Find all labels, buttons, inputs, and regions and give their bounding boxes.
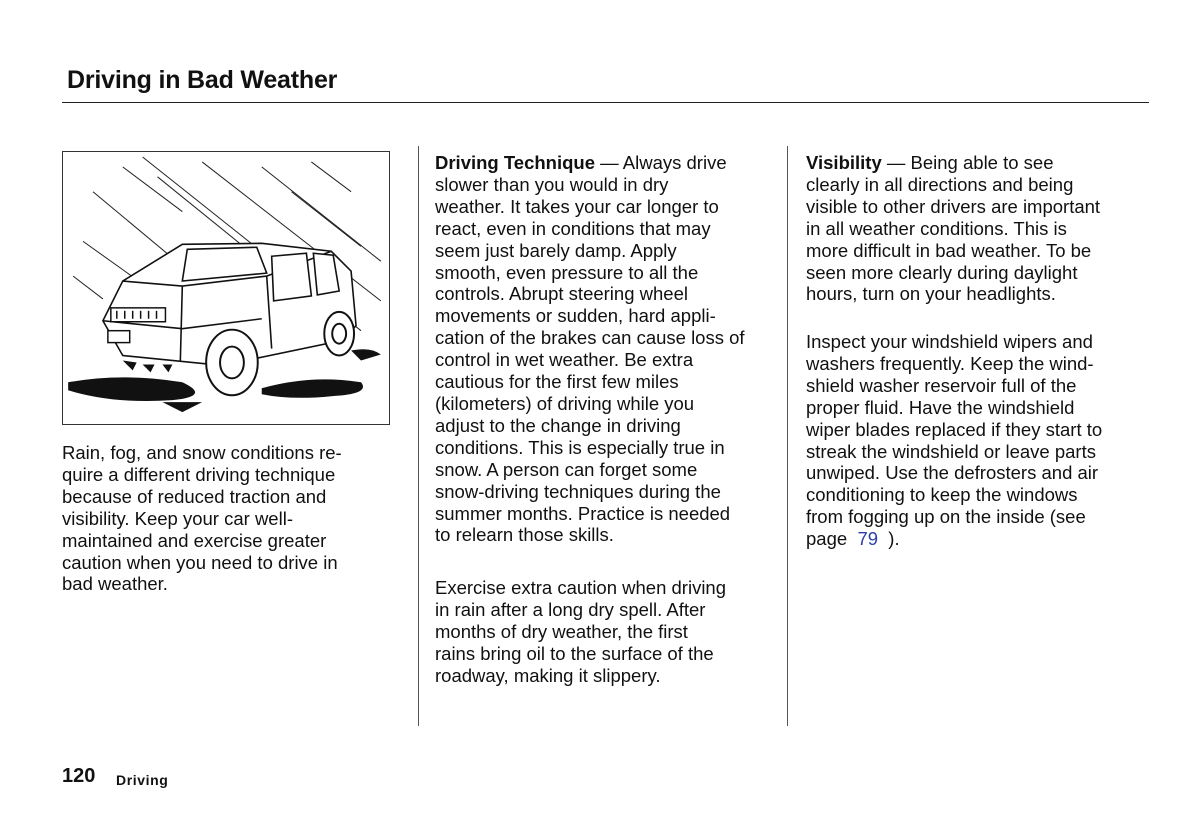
text-line: conditions. This is especially true in: [435, 436, 725, 458]
visibility-heading: Visibility: [806, 152, 882, 173]
column-divider-right: [787, 146, 788, 726]
page-number: 120: [62, 765, 96, 787]
section-name: Driving: [116, 772, 169, 788]
caption-paragraph: [62, 442, 342, 595]
page-reference-suffix: ).: [878, 528, 900, 550]
driving-technique-heading-line: [435, 152, 745, 174]
text-line: to relearn those skills.: [435, 524, 614, 546]
visibility-heading-line: [806, 152, 1100, 174]
text-line: from fogging up on the inside (see: [806, 506, 1086, 528]
column-divider-left: [418, 146, 419, 726]
car-in-rain-illustration: [62, 151, 390, 425]
page-reference-line: [806, 528, 1102, 550]
text-line: Rain, fog, and snow conditions re-: [62, 442, 342, 463]
text-line: clearly in all directions and being: [806, 173, 1074, 195]
text-line: wiper blades replaced if they start to: [806, 418, 1103, 440]
text-line: react, even in conditions that may: [435, 217, 711, 239]
text-line: cation of the brakes can cause loss of: [435, 327, 745, 349]
text-line: in all weather conditions. This is: [806, 217, 1067, 239]
wipers-paragraph: [806, 331, 1102, 550]
text-line: in rain after a long dry spell. After: [435, 598, 706, 620]
text-line: movements or sudden, hard appli-: [435, 305, 716, 327]
text-line: shield washer reservoir full of the: [806, 374, 1077, 396]
text-line: because of reduced traction and: [62, 485, 327, 507]
title-rule: [62, 102, 1149, 103]
text-line: weather. It takes your car longer to: [435, 195, 719, 217]
text-line: seem just barely damp. Apply: [435, 239, 677, 261]
dry-spell-paragraph: [435, 577, 726, 687]
text-line: more difficult in bad weather. To be: [806, 239, 1092, 261]
text-line: visibility. Keep your car well-: [62, 507, 293, 529]
text-line: proper fluid. Have the windshield: [806, 396, 1075, 418]
text-line: visible to other drivers are important: [806, 195, 1101, 217]
text-line: Inspect your windshield wipers and: [806, 331, 1093, 352]
text-line: rains bring oil to the surface of the: [435, 642, 714, 664]
text-line: roadway, making it slippery.: [435, 664, 661, 686]
text-line: adjust to the change in driving: [435, 414, 681, 436]
text-line: slower than you would in dry: [435, 173, 669, 195]
text-line: smooth, even pressure to all the: [435, 261, 699, 283]
text-line: streak the windshield or leave parts: [806, 440, 1096, 462]
page-reference-prefix: page: [806, 528, 858, 550]
text-line: quire a different driving technique: [62, 463, 336, 485]
text-line: washers frequently. Keep the wind-: [806, 352, 1094, 374]
heading-suffix: — Being able to see: [881, 152, 1054, 173]
text-line: months of dry weather, the first: [435, 620, 688, 642]
heading-suffix: — Always drive: [595, 152, 727, 173]
suv-rain-drawing: [63, 152, 389, 424]
text-line: bad weather.: [62, 573, 168, 595]
text-line: summer months. Practice is needed: [435, 502, 731, 524]
text-line: unwiped. Use the defrosters and air: [806, 462, 1099, 484]
driving-technique-heading: Driving Technique: [435, 152, 596, 173]
visibility-paragraph: [806, 152, 1100, 305]
text-line: seen more clearly during daylight: [806, 261, 1078, 283]
text-line: conditioning to keep the windows: [806, 484, 1078, 506]
page-79-link[interactable]: 79: [857, 528, 879, 550]
text-line: cautious for the first few miles: [435, 371, 679, 393]
text-line: snow-driving techniques during the: [435, 480, 721, 502]
text-line: maintained and exercise greater: [62, 529, 327, 551]
text-line: (kilometers) of driving while you: [435, 392, 695, 414]
text-line: Exercise extra caution when driving: [435, 577, 727, 598]
text-line: control in wet weather. Be extra: [435, 349, 694, 371]
text-line: caution when you need to drive in: [62, 551, 338, 573]
text-line: hours, turn on your headlights.: [806, 283, 1056, 305]
text-line: snow. A person can forget some: [435, 458, 698, 480]
text-line: controls. Abrupt steering wheel: [435, 283, 688, 305]
page-title: Driving in Bad Weather: [67, 66, 338, 94]
driving-technique-paragraph: [435, 152, 745, 546]
